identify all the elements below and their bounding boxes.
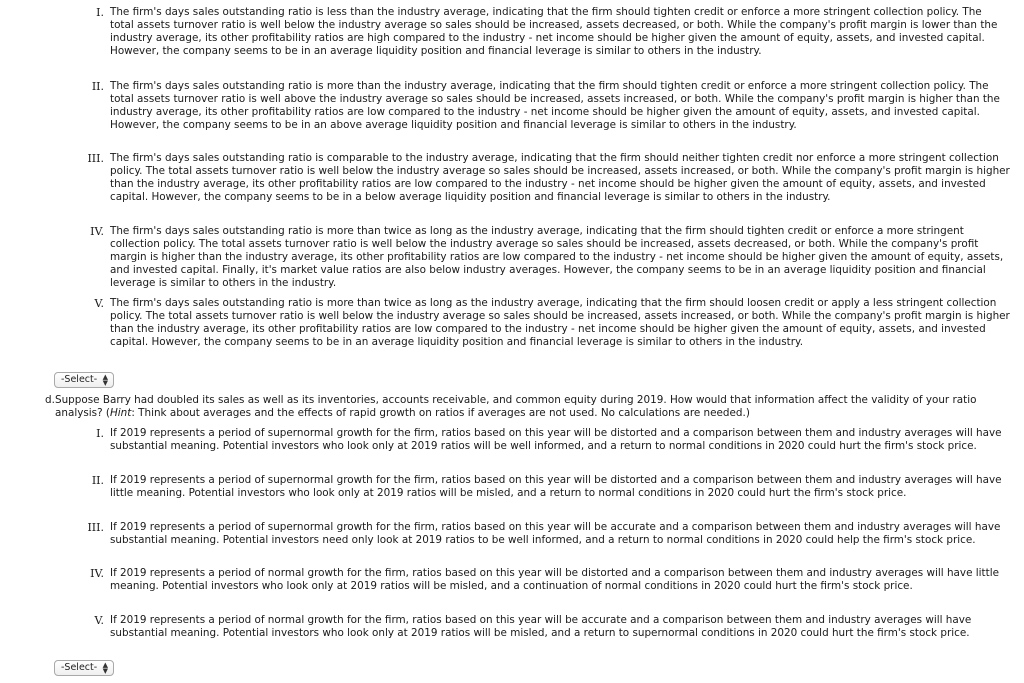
option-numeral: V.	[94, 614, 104, 627]
option-text: The firm's days sales outstanding ratio is more than the industry average, indicating that the firm should tighten credit or enforce a more stringent collection policy. The total assets turnover ratio is well above the industry average so sales should be increased, assets increased, or both. While the company's profit margin is higher than the industry average, its other profitability ratios are low compared to the industry - net income should be higher given the amount of equity, assets, and invested capital. However, the company seems to be in an above average liquidity position and financial leverage is similar to others in the industry.	[110, 80, 1000, 132]
option-numeral: I.	[96, 6, 104, 19]
option-numeral: V.	[94, 297, 104, 310]
select-value: -Select-	[61, 662, 98, 673]
option-text: If 2019 represents a period of normal growth for the firm, ratios based on this year will be accurate and a comparison between them and industry averages will have substantial meaning. Potential investors who look only at 2019 ratios will be misled, and a return to supernormal conditions in 2020 could hurt the firm's stock price.	[110, 614, 972, 640]
option-numeral: III.	[87, 152, 104, 165]
option-numeral: III.	[87, 521, 104, 534]
part-c-answer-select[interactable]	[54, 372, 114, 388]
question-main-text: Suppose Barry had doubled its sales as well as its inventories, accounts receivable, and common equity during 2019. How would that information affect the validity of your ratio analysis? (	[55, 394, 977, 420]
option-numeral: IV.	[90, 567, 104, 580]
option-numeral: I.	[96, 427, 104, 440]
option-text: If 2019 represents a period of normal growth for the firm, ratios based on this year will be distorted and a comparison between them and industry averages will have little meaning. Potential investors who look only at 2019 ratios will be misled, and a continuation of normal conditions in 2020 could hurt the firm's stock price.	[110, 567, 999, 593]
select-value: -Select-	[61, 374, 98, 385]
part-d-answer-select[interactable]	[54, 660, 114, 676]
option-text: If 2019 represents a period of supernormal growth for the firm, ratios based on this year will be distorted and a comparison between them and industry averages will have substantial meaning. Potential investors who look only at 2019 ratios will be well informed, and a return to normal conditions in 2020 could hurt the firm's stock price.	[110, 427, 1002, 453]
option-numeral: II.	[91, 80, 104, 93]
option-text: If 2019 represents a period of supernormal growth for the firm, ratios based on this year will be distorted and a comparison between them and industry averages will have little meaning. Potential investors who look only at 2019 ratios will be misled, and a return to normal conditions in 2020 could hurt the firm's stock price.	[110, 474, 1002, 500]
option-numeral: IV.	[90, 225, 104, 238]
option-text: The firm's days sales outstanding ratio is more than twice as long as the industry average, indicating that the firm should tighten credit or enforce a more stringent collection policy. The total assets turnover ratio is well below the industry average so sales should be increased, assets decreased, or both. While the company's profit margin is higher than the industry average, its other profitability ratios are low compared to the industry - net income should be higher given the amount of equity, assets, and invested capital. Finally, it's market value ratios are also below industry averages. However, the company seems to be in an average liquidity position and financial leverage is similar to others in the industry.	[110, 225, 1004, 290]
option-text: The firm's days sales outstanding ratio is comparable to the industry average, indicating that the firm should neither tighten credit nor enforce a more stringent collection policy. The total assets turnover ratio is well below the industry average so sales should be increased, assets increased, or both. While the company's profit margin is higher than the industry average, its other profitability ratios are low compared to the industry - net income should be higher given the amount of equity, assets, and invested capital. However, the company seems to be in a below average liquidity position and financial leverage is similar to others in the industry.	[110, 152, 1010, 204]
question-text	[55, 394, 1005, 420]
hint-label: Hint	[109, 407, 132, 420]
option-numeral: II.	[91, 474, 104, 487]
option-text: The firm's days sales outstanding ratio is more than twice as long as the industry average, indicating that the firm should loosen credit or apply a less stringent collection policy. The total assets turnover ratio is well below the industry average so sales should be increased, assets increased, or both. While the company's profit margin is higher than the industry average, its other profitability ratios are low compared to the industry - net income should be higher given the amount of equity, assets, and invested capital. However, the company seems to be in an average liquidity position and financial leverage is similar to others in the industry.	[110, 297, 1010, 349]
option-text: If 2019 represents a period of supernormal growth for the firm, ratios based on this year will be accurate and a comparison between them and industry averages will have substantial meaning. Potential investors need only look at 2019 ratios to be well informed, and a return to normal conditions in 2020 could help the firm's stock price.	[110, 521, 1001, 547]
question-hint-text: : Think about averages and the effects of rapid growth on ratios if averages are not used. No calculations are needed.)	[131, 407, 750, 420]
question-label: d.	[45, 394, 55, 406]
select-arrows-icon: ▲ ▼	[102, 373, 108, 387]
option-text: The firm's days sales outstanding ratio is less than the industry average, indicating that the firm should tighten credit or enforce a more stringent collection policy. The total assets turnover ratio is well below the industry average so sales should be increased, assets decreased, or both. While the company's profit margin is lower than the industry average, its other profitability ratios are high compared to the industry - net income should be higher given the amount of equity, assets, and invested capital. However, the company seems to be in an average liquidity position and financial leverage is similar to others in the industry.	[110, 6, 998, 58]
select-arrows-icon: ▲ ▼	[102, 661, 108, 675]
